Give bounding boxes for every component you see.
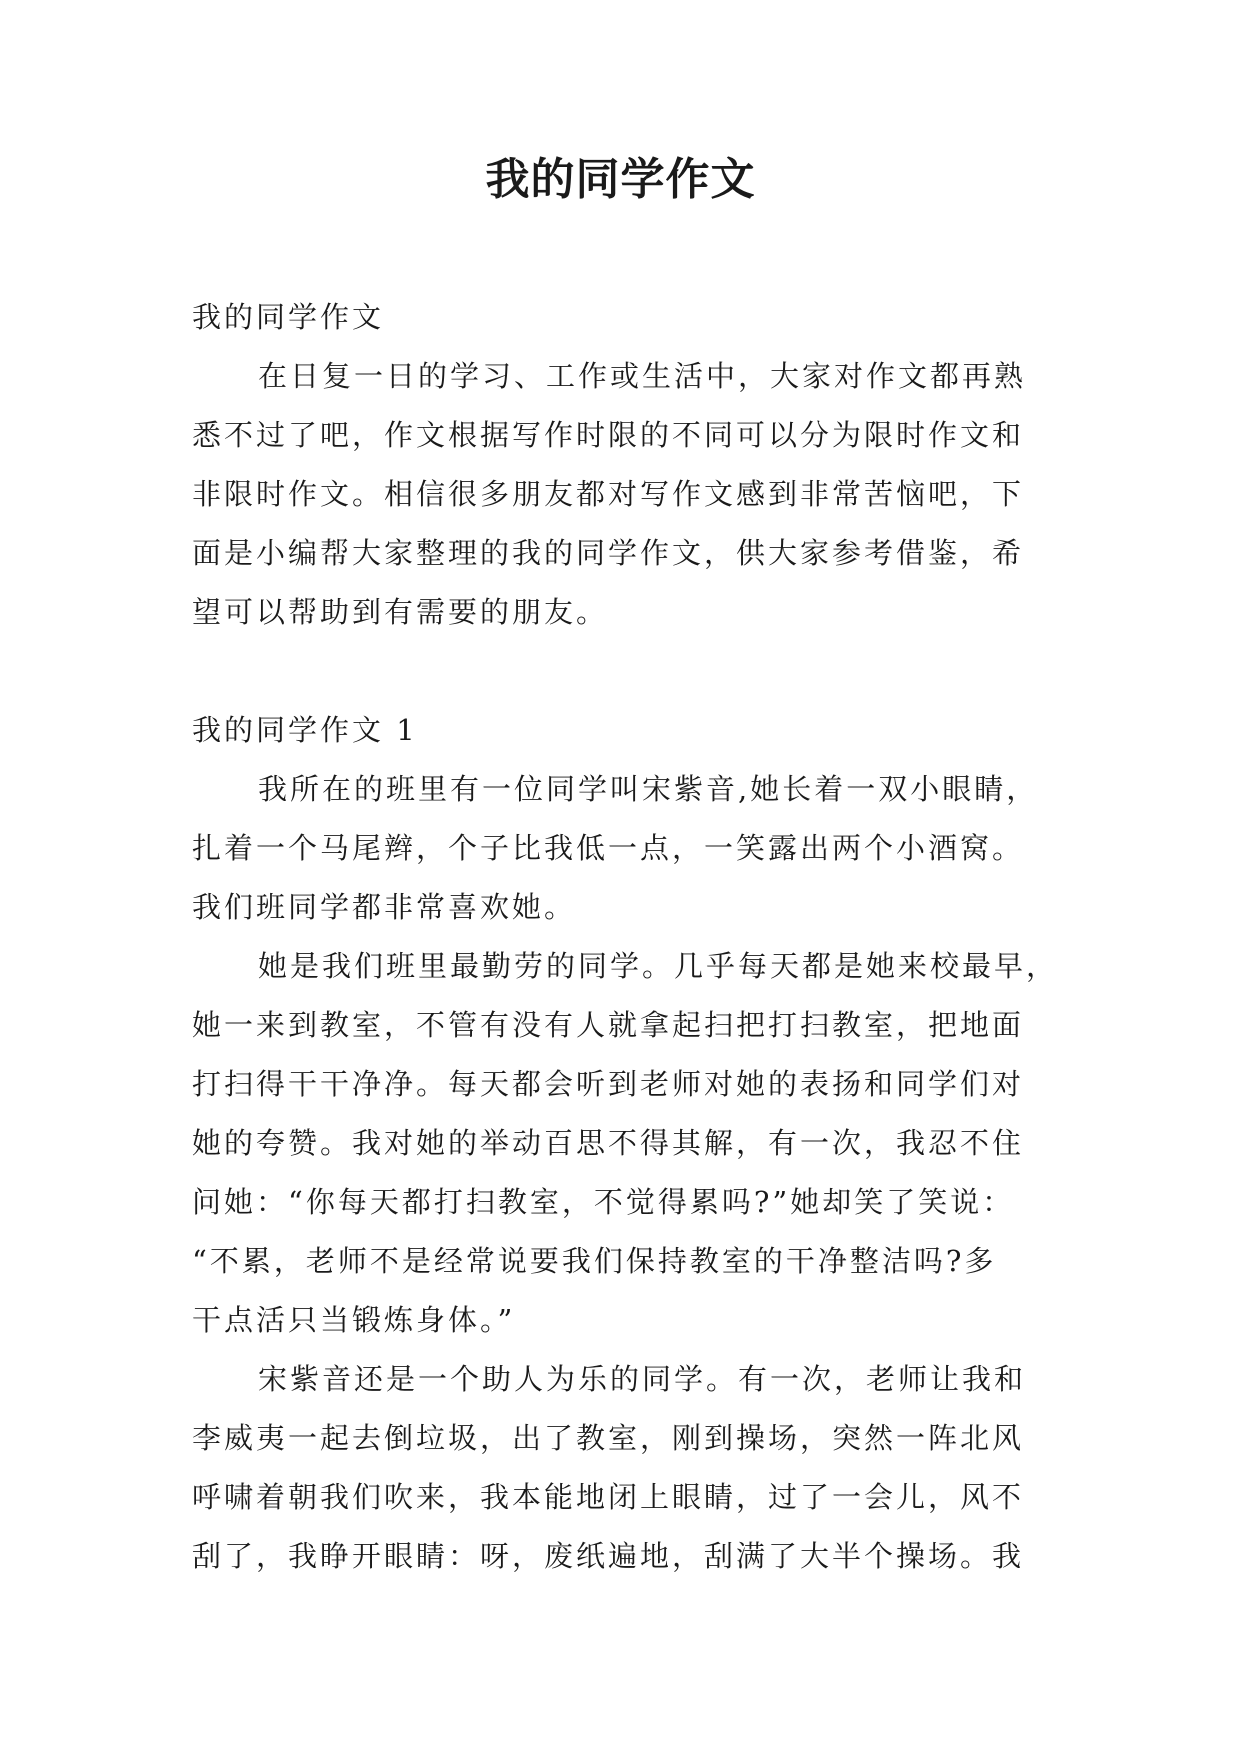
text-line: 问她：“你每天都打扫教室，不觉得累吗?”她却笑了笑说：	[192, 1185, 1015, 1219]
text-line: 呼啸着朝我们吹来，我本能地闭上眼睛，过了一会儿，风不	[192, 1480, 1025, 1514]
text-line: 她是我们班里最勤劳的同学。几乎每天都是她来校最早，	[258, 949, 1059, 983]
text-line: 扎着一个马尾辫，个子比我低一点，一笑露出两个小酒窝。	[192, 831, 1025, 865]
text-line: 李威夷一起去倒垃圾，出了教室，刚到操场，突然一阵北风	[192, 1421, 1025, 1455]
paragraph-gap	[192, 642, 1062, 701]
text-line: 打扫得干干净净。每天都会听到老师对她的表扬和同学们对	[192, 1067, 1025, 1101]
text-line: 干点活只当锻炼身体。”	[192, 1303, 516, 1337]
text-line: 非限时作文。相信很多朋友都对写作文感到非常苦恼吧，下	[192, 477, 1025, 511]
text-line: “不累，老师不是经常说要我们保持教室的干净整洁吗?多	[192, 1244, 997, 1278]
document-title: 我的同学作文	[485, 154, 756, 205]
text-line: 望可以帮助到有需要的朋友。	[192, 595, 609, 629]
text-line: 悉不过了吧，作文根据写作时限的不同可以分为限时作文和	[192, 418, 1025, 452]
document-body	[192, 288, 1062, 1586]
text-line: 我所在的班里有一位同学叫宋紫音,她长着一双小眼睛，	[258, 772, 1039, 806]
text-line: 她的夸赞。我对她的举动百思不得其解，有一次，我忍不住	[192, 1126, 1025, 1160]
text-line: 刮了，我睁开眼睛：呀，废纸遍地，刮满了大半个操场。我	[192, 1539, 1025, 1573]
text-line: 在日复一日的学习、工作或生活中，大家对作文都再熟	[258, 359, 1027, 393]
text-line: 面是小编帮大家整理的我的同学作文，供大家参考借鉴，希	[192, 536, 1025, 570]
text-line: 她一来到教室，不管有没有人就拿起扫把打扫教室，把地面	[192, 1008, 1025, 1042]
section-heading: 我的同学作文 1	[192, 713, 418, 747]
section-heading: 我的同学作文	[192, 300, 385, 334]
text-line: 宋紫音还是一个助人为乐的同学。有一次，老师让我和	[258, 1362, 1027, 1396]
text-line: 我们班同学都非常喜欢她。	[192, 890, 577, 924]
